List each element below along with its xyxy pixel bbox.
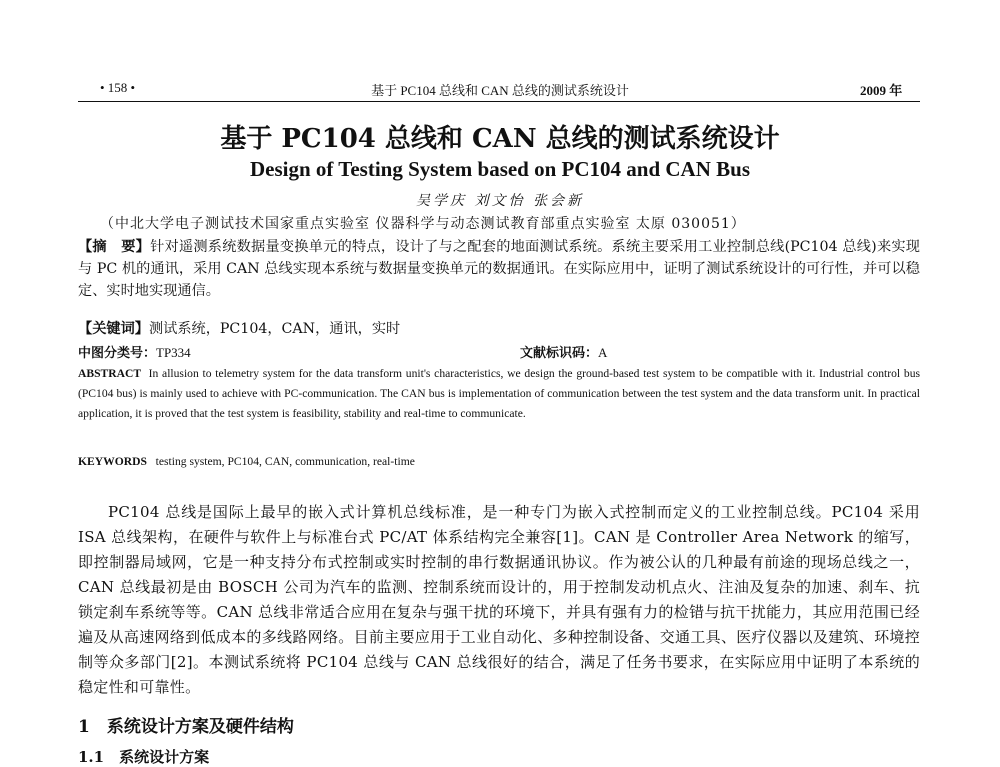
clc-label: 中图分类号： bbox=[78, 346, 157, 361]
clc-value: TP334 bbox=[156, 345, 191, 360]
subsection-heading-1-1: 1.1 系统设计方案 bbox=[78, 748, 210, 766]
keywords-text: 测试系统，PC104，CAN，通讯，实时 bbox=[148, 321, 401, 337]
keywords-english bbox=[78, 452, 920, 472]
affiliation: （中北大学电子测试技术国家重点实验室 仪器科学与动态测试教育部重点实验室 太原 030051） bbox=[100, 216, 746, 232]
body-paragraph: PC104 总线是国际上最早的嵌入式计算机总线标准，是一种专门为嵌入式控制而定义的工业控制总线。PC104 采用 ISA 总线架构，在硬件与软件上与标准台式 PC/AT 体系结构完全兼容[1]。CAN 是 Controller Area Network 的缩写，即控制器局域网，它是一种支持分布式控制或实时控制的串行数据通讯协议。作为被公认的几种最有前途的现场总线之一，CAN 总线最初是由 BOSCH 公司为汽车的监测、控制系统而设计的，用于控制发动机点火、注油及复杂的加速、刹车、抗锁定刹车系统等等。CAN 总线非常适合应用在复杂与强干扰的环境下，并具有强有力的检错与抗干扰能力，其应用范围已经遍及从高速网络到低成本的多线路网络。目前主要应用于工业自动化、多种控制设备、交通工具、医疗仪器以及建筑、环境控制等众多部门[2]。本测试系统将 PC104 总线与 CAN 总线很好的结合，满足了任务书要求，在实际应用中证明了本系统的稳定性和可靠性。 bbox=[78, 503, 920, 696]
keywords-chinese bbox=[78, 318, 920, 338]
abstract-chinese bbox=[78, 236, 920, 302]
header-year: 2009 年 bbox=[860, 83, 903, 98]
doc-code-line bbox=[520, 342, 820, 361]
title-chinese: 基于 PC104 总线和 CAN 总线的测试系统设计 bbox=[220, 124, 780, 154]
abstract-en-label: ABSTRACT bbox=[78, 367, 142, 380]
doc-code-value: A bbox=[598, 345, 608, 360]
keywords-en-text: testing system, PC104, CAN, communication, real-time bbox=[155, 455, 415, 468]
header-rule bbox=[78, 101, 920, 102]
keywords-label: 【关键词】 bbox=[78, 321, 149, 337]
abstract-text: 针对遥测系统数据量变换单元的特点，设计了与之配套的地面测试系统。系统主要采用工业控制总线(PC104 总线)来实现与 PC 机的通讯，采用 CAN 总线实现本系统与数据量变换单元的数据通讯。在实际应用中，证明了测试系统设计的可行性，并可以稳定、实时地实现通信。 bbox=[78, 239, 920, 299]
doc-code-label: 文献标识码： bbox=[520, 346, 599, 361]
running-title: 基于 PC104 总线和 CAN 总线的测试系统设计 bbox=[371, 83, 629, 98]
page-number: • 158 • bbox=[100, 80, 136, 95]
abstract-label: 【摘 要】 bbox=[78, 239, 151, 255]
title-english: Design of Testing System based on PC104 and CAN Bus bbox=[249, 157, 750, 181]
abstract-en-text: In allusion to telemetry system for the data transform unit's characteristics, we design the ground-based test system to be compatible with it. Industrial control bus (PC104 bus) is mainly used to achieve with PC-communication. The CAN bus is implementation of communication between the test system and the data transform unit. In practical application, it is proved that the test system is feasibility, stability and real-time to communicate. bbox=[78, 367, 921, 420]
authors: 吴学庆 刘文怡 张会新 bbox=[416, 193, 584, 209]
keywords-en-label: KEYWORDS bbox=[78, 455, 147, 468]
section-heading-1: 1 系统设计方案及硬件结构 bbox=[78, 717, 294, 737]
abstract-english bbox=[78, 364, 920, 424]
